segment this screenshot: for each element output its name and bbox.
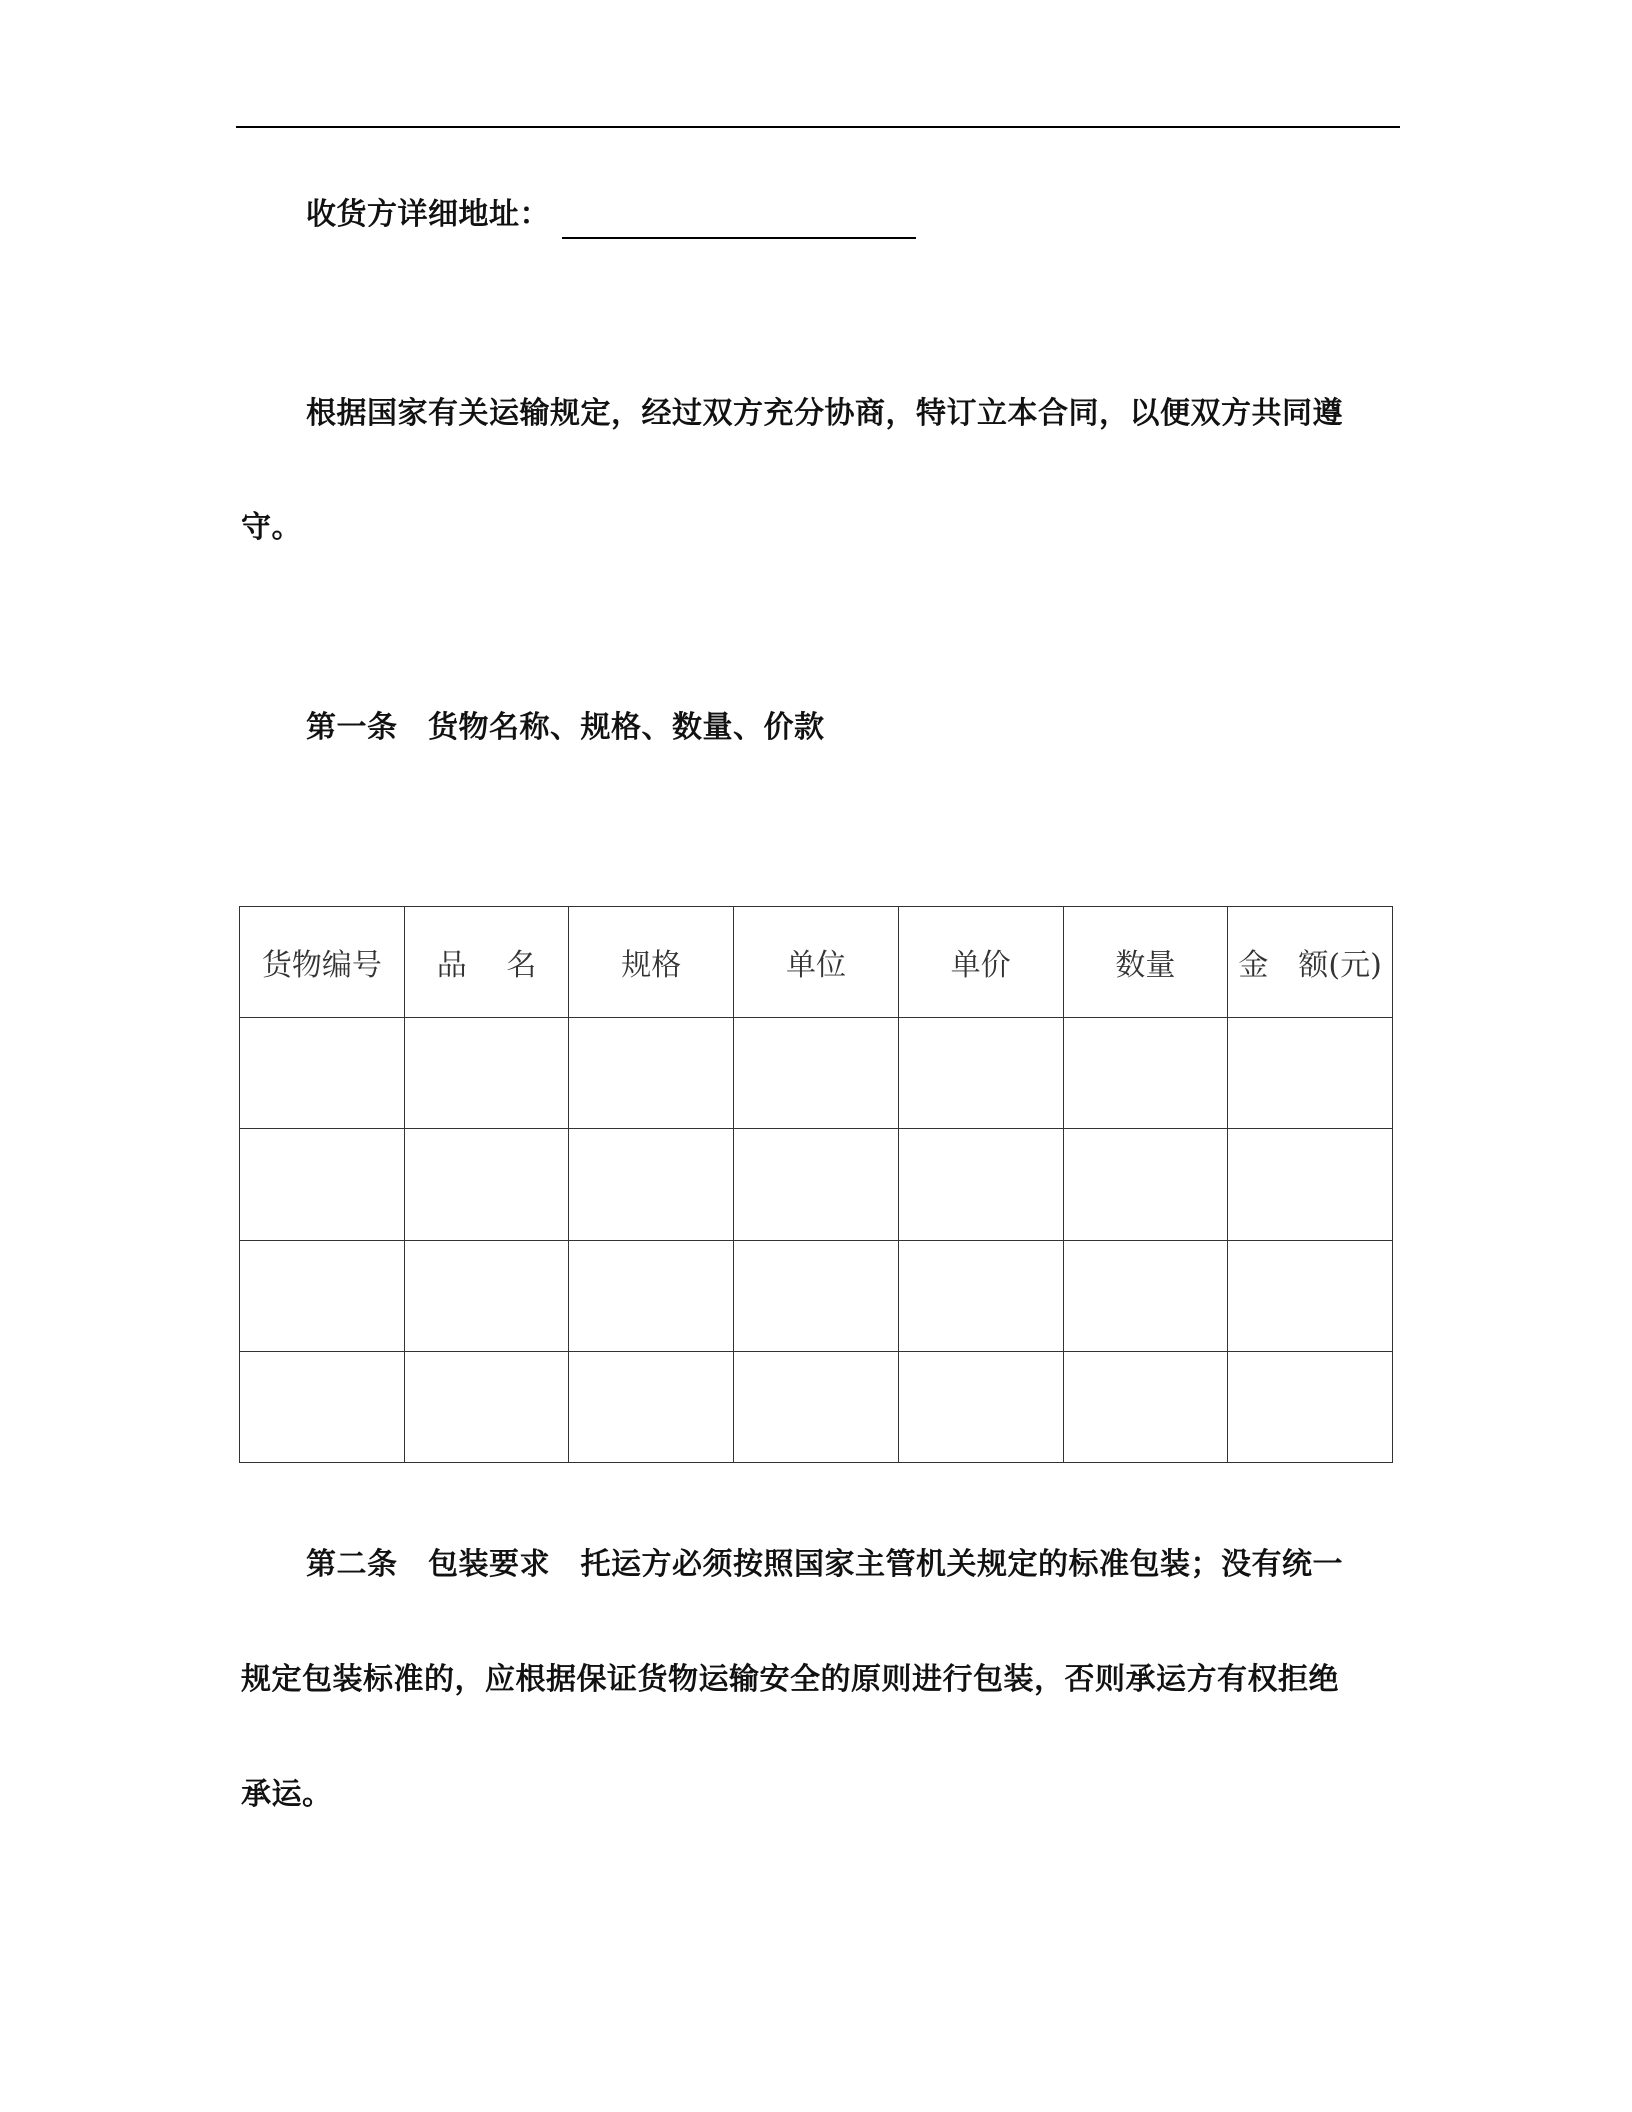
table-cell[interactable]: [404, 1129, 569, 1240]
table-cell[interactable]: [898, 1351, 1063, 1462]
table-cell[interactable]: [404, 1240, 569, 1351]
table-cell[interactable]: [569, 1129, 734, 1240]
table-cell[interactable]: [734, 1240, 899, 1351]
table-cell[interactable]: [898, 1018, 1063, 1129]
table-row: [240, 1018, 1393, 1129]
table-cell[interactable]: [734, 1351, 899, 1462]
table-cell[interactable]: [1063, 1351, 1228, 1462]
header-product-name: 品 名: [404, 907, 569, 1018]
table-cell[interactable]: [734, 1018, 899, 1129]
table-cell[interactable]: [1063, 1129, 1228, 1240]
table-cell[interactable]: [404, 1018, 569, 1129]
header-unit-price: 单价: [898, 907, 1063, 1018]
header-quantity: 数量: [1063, 907, 1228, 1018]
goods-table-header-row: [240, 907, 1393, 1018]
table-cell[interactable]: [404, 1351, 569, 1462]
header-rule: [236, 126, 1400, 128]
article-1-title: 第一条 货物名称、规格、数量、价款: [306, 710, 825, 745]
table-cell[interactable]: [1228, 1018, 1393, 1129]
table-cell[interactable]: [1063, 1018, 1228, 1129]
table-cell[interactable]: [898, 1129, 1063, 1240]
table-cell[interactable]: [1063, 1240, 1228, 1351]
table-cell[interactable]: [734, 1129, 899, 1240]
table-row: [240, 1129, 1393, 1240]
table-cell[interactable]: [569, 1240, 734, 1351]
intro-line-2: 守。: [241, 510, 302, 545]
table-cell[interactable]: [240, 1018, 405, 1129]
consignee-address-field[interactable]: [562, 237, 916, 239]
table-cell[interactable]: [240, 1351, 405, 1462]
table-row: [240, 1240, 1393, 1351]
table-cell[interactable]: [569, 1018, 734, 1129]
table-cell[interactable]: [569, 1351, 734, 1462]
goods-table: [239, 906, 1393, 1463]
intro-line-1: 根据国家有关运输规定，经过双方充分协商，特订立本合同，以便双方共同遵: [306, 396, 1343, 431]
header-specification: 规格: [569, 907, 734, 1018]
table-cell[interactable]: [898, 1240, 1063, 1351]
table-cell[interactable]: [1228, 1129, 1393, 1240]
article-2-line-1: 第二条 包装要求 托运方必须按照国家主管机关规定的标准包装；没有统一: [306, 1547, 1343, 1582]
header-goods-number: 货物编号: [240, 907, 405, 1018]
article-2-line-2: 规定包装标准的，应根据保证货物运输安全的原则进行包装，否则承运方有权拒绝: [241, 1662, 1339, 1697]
table-cell[interactable]: [240, 1240, 405, 1351]
consignee-address-label: 收货方详细地址：: [306, 197, 550, 232]
header-unit: 单位: [734, 907, 899, 1018]
table-cell[interactable]: [240, 1129, 405, 1240]
article-2-line-3: 承运。: [241, 1777, 333, 1812]
table-cell[interactable]: [1228, 1240, 1393, 1351]
table-row: [240, 1351, 1393, 1462]
header-amount: 金 额(元): [1228, 907, 1393, 1018]
table-cell[interactable]: [1228, 1351, 1393, 1462]
